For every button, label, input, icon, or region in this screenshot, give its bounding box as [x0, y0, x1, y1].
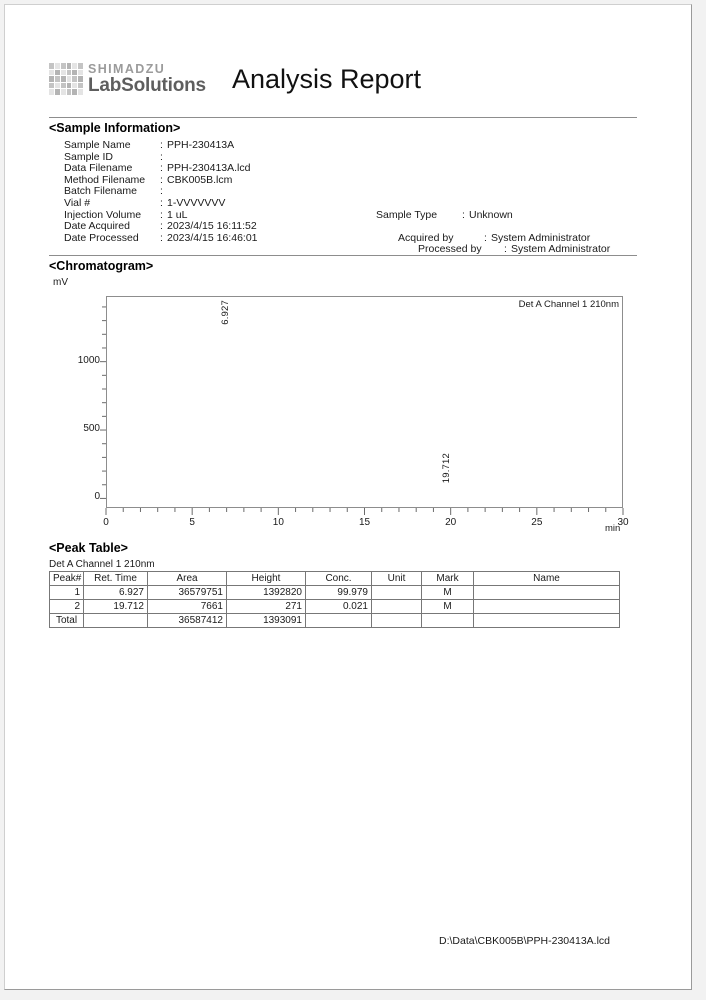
cell-peak-number: 1 [50, 586, 84, 600]
x-axis-unit-label: min [605, 523, 621, 534]
date-acquired-value: 2023/4/15 16:11:52 [167, 220, 257, 233]
logo-wordmark [88, 63, 206, 96]
date-processed-label: Date Processed [64, 231, 139, 244]
y-axis-tick-label: 500 [83, 423, 100, 435]
col-header-name: Name [474, 572, 620, 586]
x-axis-tick-label: 5 [189, 517, 195, 528]
cell-total-mark [422, 614, 474, 628]
cell-mark: M [422, 586, 474, 600]
method-filename-value: CBK005B.lcm [167, 173, 233, 186]
date-processed-value: 2023/4/15 16:46:01 [167, 231, 258, 244]
cell-conc: 0.021 [306, 600, 372, 614]
chromatogram-plot-area [106, 296, 623, 508]
sample-information-block [64, 139, 637, 256]
sample-info-row [376, 232, 610, 244]
footer-file-path: D:\Data\CBK005B\PPH-230413A.lcd [439, 935, 611, 947]
col-header-ret-time: Ret. Time [84, 572, 148, 586]
data-filename-value: PPH-230413A.lcd [167, 162, 251, 175]
peak-table [49, 571, 620, 628]
vial-number-label: Vial # [64, 196, 91, 209]
sample-information-heading: <Sample Information> [49, 121, 181, 135]
cell-total-label: Total [50, 614, 84, 628]
col-header-height: Height [227, 572, 306, 586]
cell-unit [372, 586, 422, 600]
acquired-by-value: System Administrator [491, 231, 591, 244]
chromatogram-heading: <Chromatogram> [49, 259, 154, 273]
y-axis-unit-label: mV [53, 277, 68, 288]
peak-table-caption: Det A Channel 1 210nm [49, 559, 155, 570]
injection-volume-value: 1 uL [167, 208, 188, 221]
colon: : [160, 173, 163, 186]
x-axis-tick-label: 30 [617, 517, 629, 528]
acquired-by-label: Acquired by [398, 231, 454, 244]
cell-name [474, 600, 620, 614]
cell-total-conc [306, 614, 372, 628]
peak-table-total-row [50, 614, 620, 628]
sample-type-label: Sample Type [376, 208, 438, 221]
col-header-area: Area [148, 572, 227, 586]
cell-unit [372, 600, 422, 614]
report-page [4, 4, 692, 990]
section-divider-chromatogram [49, 255, 637, 256]
shimadzu-grid-icon [49, 63, 83, 95]
cell-total-area: 36587412 [148, 614, 227, 628]
report-header [49, 53, 637, 105]
cell-ret-time: 19.712 [84, 600, 148, 614]
x-axis-tick-label: 20 [445, 517, 457, 528]
logo-labsolutions-text: LabSolutions [88, 75, 206, 97]
peak-retention-time-label: 19.712 [440, 452, 452, 484]
cell-conc: 99.979 [306, 586, 372, 600]
cell-total-name [474, 614, 620, 628]
sample-name-label: Sample Name [64, 139, 131, 151]
cell-mark: M [422, 600, 474, 614]
x-axis-tick-label: 10 [272, 517, 284, 528]
col-header-conc: Conc. [306, 572, 372, 586]
colon: : [160, 150, 163, 163]
cell-height: 1392820 [227, 586, 306, 600]
date-acquired-label: Date Acquired [64, 220, 130, 233]
colon: : [160, 196, 163, 209]
sample-name-value: PPH-230413A [167, 139, 235, 151]
y-axis-tick-label: 0 [94, 491, 100, 503]
cell-name [474, 586, 620, 600]
sample-id-label: Sample ID [64, 150, 114, 163]
colon: : [160, 208, 163, 221]
section-divider-sample-information [49, 117, 637, 118]
cell-total-unit [372, 614, 422, 628]
logo-shimadzu-text: SHIMADZU [88, 61, 166, 76]
batch-filename-label: Batch Filename [64, 185, 137, 198]
shimadzu-labsolutions-logo [49, 63, 206, 96]
peak-retention-time-label: 6.927 [220, 300, 232, 325]
cell-area: 36579751 [148, 586, 227, 600]
col-header-peak-number: Peak# [50, 572, 84, 586]
data-filename-label: Data Filename [64, 162, 133, 175]
x-axis-tick-label: 15 [358, 517, 371, 528]
col-header-mark: Mark [422, 572, 474, 586]
sample-info-row [376, 243, 610, 255]
colon: : [504, 243, 507, 256]
processed-by-value: System Administrator [511, 243, 611, 256]
chromatogram-chart [49, 290, 637, 538]
x-axis-tick-label: 25 [531, 517, 543, 528]
colon: : [484, 231, 487, 244]
cell-peak-number: 2 [50, 600, 84, 614]
colon: : [160, 220, 163, 233]
method-filename-label: Method Filename [64, 173, 146, 186]
col-header-unit: Unit [372, 572, 422, 586]
report-content [49, 53, 637, 628]
page-title: Analysis Report [231, 63, 422, 94]
colon: : [462, 208, 465, 221]
cell-area: 7661 [148, 600, 227, 614]
peak-table-heading: <Peak Table> [49, 541, 128, 555]
y-axis-tick-label: 1000 [77, 354, 100, 366]
table-row [50, 586, 620, 600]
cell-total-height: 1393091 [227, 614, 306, 628]
sample-type-value: Unknown [469, 208, 513, 221]
x-axis-tick-label: 0 [103, 517, 109, 528]
processed-by-label: Processed by [418, 243, 482, 256]
cell-height: 271 [227, 600, 306, 614]
table-row [50, 600, 620, 614]
colon: : [160, 231, 163, 244]
sample-info-row [376, 209, 610, 221]
colon: : [160, 162, 163, 175]
sample-information-right-column [376, 139, 610, 255]
vial-number-value: 1-VVVVVVV [167, 196, 226, 209]
detector-channel-label: Det A Channel 1 210nm [518, 299, 619, 310]
cell-total-ret-time [84, 614, 148, 628]
colon: : [160, 185, 163, 198]
colon: : [160, 139, 163, 151]
peak-table-header-row [50, 572, 620, 586]
injection-volume-label: Injection Volume [64, 208, 142, 221]
cell-ret-time: 6.927 [84, 586, 148, 600]
